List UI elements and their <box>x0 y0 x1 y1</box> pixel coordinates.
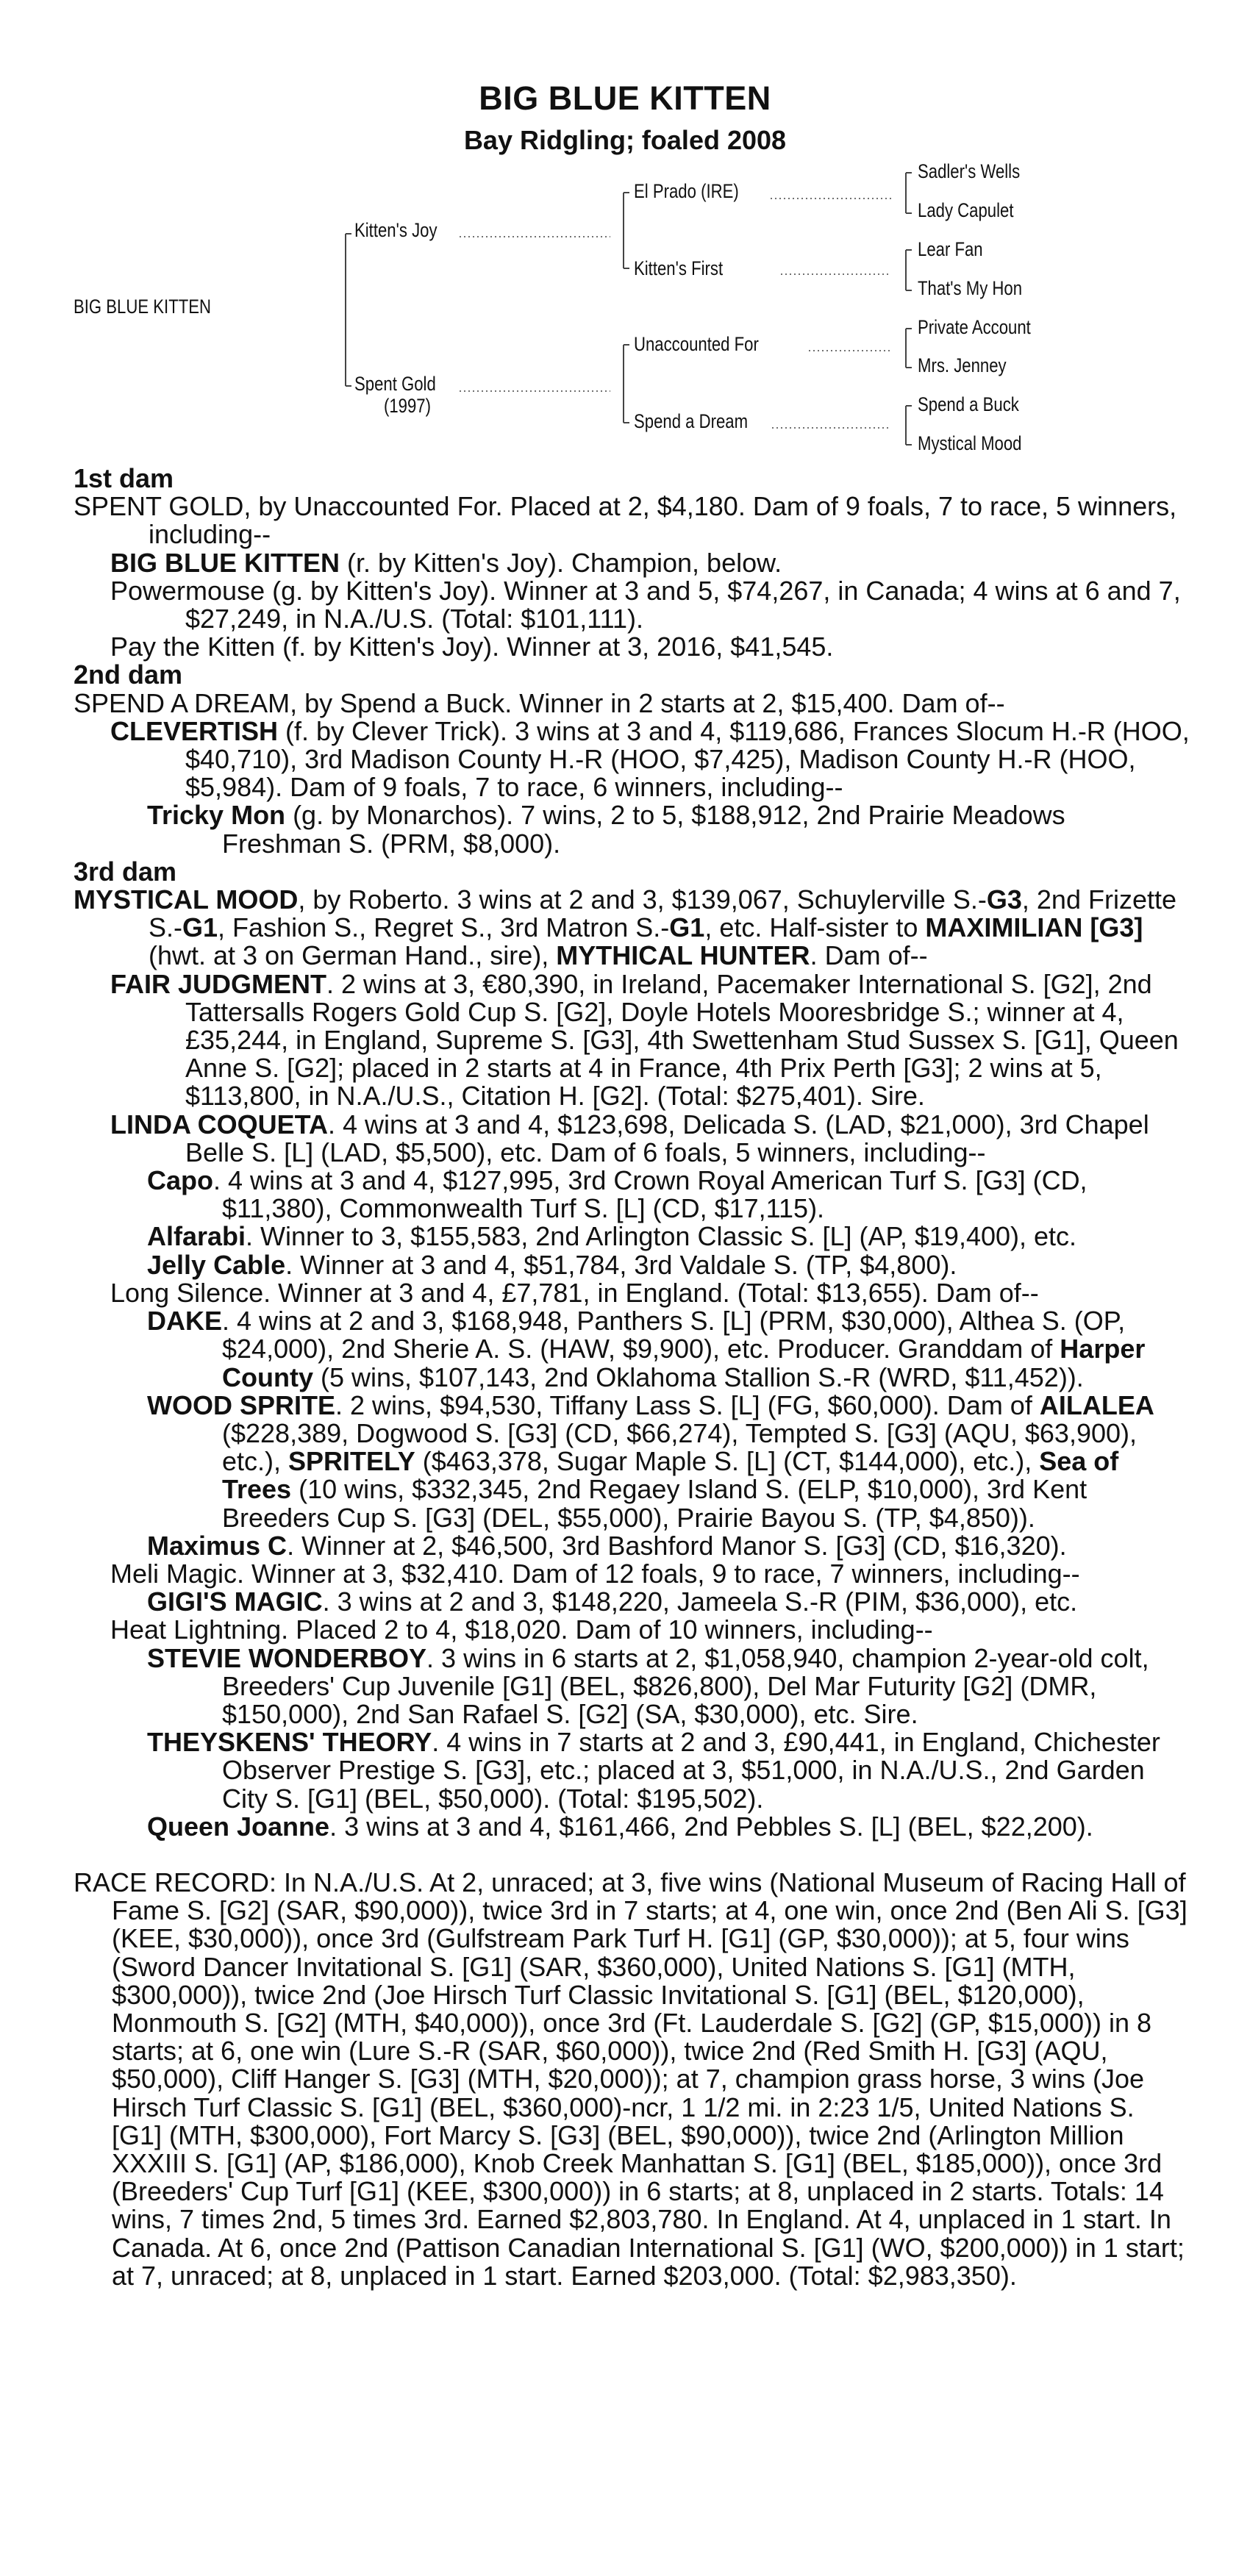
meli-magic-entry: Meli Magic. Winner at 3, $32,410. Dam of 12 foals, 9 to race, 7 winners, including-- <box>110 1558 1080 1589</box>
pedigree-gg6: Mrs. Jenney <box>918 354 1007 376</box>
offspring-text: ($228,389, Dogwood S. [G3] (CD, $66,274), Tempted S. [G3] (AQU, $63,900), etc.), <box>222 1417 1138 1477</box>
second-dam-heading: 2nd dam <box>74 659 183 690</box>
offspring-text: . Winner to 3, $155,583, 2nd Arlington Classic S. [L] (AP, $19,400), etc. <box>246 1221 1077 1252</box>
horse-name-title: BIG BLUE KITTEN <box>479 79 771 117</box>
grade: G1 <box>182 912 218 943</box>
offspring-text: (5 wins, $107,143, 2nd Oklahoma Stallion S.-R (WRD, $11,452)). <box>312 1362 1084 1392</box>
pedigree-g2: Kitten's First <box>634 257 724 279</box>
offspring-text: . 3 wins at 3 and 4, $161,466, 2nd Pebbles S. [L] (BEL, $22,200). <box>329 1811 1093 1842</box>
linda-coqueta-entry <box>110 1111 1191 1167</box>
horse-subtitle: Bay Ridgling; foaled 2008 <box>463 125 787 155</box>
offspring-name: DAKE <box>147 1306 223 1337</box>
pedigree-chart <box>0 0 1250 471</box>
offspring-text: . 2 wins, $94,530, Tiffany Lass S. [L] (FG, $60,000). Dam of <box>335 1389 1040 1420</box>
offspring-name: STEVIE WONDERBOY <box>147 1642 427 1673</box>
offspring-text: (r. by Kitten's Joy). Champion, below. <box>340 547 782 578</box>
pedigree-gg5: Private Account <box>918 316 1031 338</box>
offspring-name: BIG BLUE KITTEN <box>110 547 340 578</box>
second-dam-offspring-1 <box>110 715 1191 803</box>
pedigree-horse: BIG BLUE KITTEN <box>74 296 212 318</box>
pedigree-g1: El Prado (IRE) <box>634 180 739 202</box>
offspring-name: LINDA COQUETA <box>110 1109 328 1139</box>
offspring-name: Maximus C <box>147 1530 288 1561</box>
offspring-text: . 3 wins at 2 and 3, $148,220, Jameela S.-R (PIM, $36,000), etc. <box>322 1586 1078 1617</box>
pedigree-gg8: Mystical Mood <box>918 432 1022 454</box>
dake-entry <box>147 1307 1191 1392</box>
second-dam-offspring-2 <box>147 801 1191 857</box>
offspring-name: THEYSKENS' THEORY <box>147 1727 432 1758</box>
fair-judgment-entry <box>110 970 1191 1111</box>
pedigree-dam: Spent Gold <box>354 373 436 395</box>
pedigree-lines <box>0 0 1250 471</box>
first-dam-offspring-2: Powermouse (g. by Kitten's Joy). Winner at 3 and 5, $74,267, in Canada; 4 wins at 6 and 7, $27,249, in N.A./U.S. (Total: $101,111). <box>110 575 1181 634</box>
offspring-name: WOOD SPRITE <box>147 1389 336 1420</box>
offspring-name: SPRITELY <box>288 1446 415 1477</box>
offspring-name: Tricky Mon <box>147 800 286 831</box>
text: , etc. Half-sister to <box>704 912 926 943</box>
pedigree-sire: Kitten's Joy <box>354 219 438 241</box>
offspring-text: . 2 wins at 3, €80,390, in Ireland, Pacemaker International S. [G2], 2nd Tattersalls Rogers Gold Cup S. [G2], Doyle Hotels Mooresbridge S.; winner at 4, £35,244, in England, Supreme S. [G3], 4th Swettenham Stud Sussex S. [G1], Queen Anne S. [G2]; placed in 2 starts at 4 in France, 4th Prix Perth [G3]; 2 wins at 5, $113,800, in N.A./U.S., Citation H. [G2]. (Total: $275,401). Sire. <box>185 968 1179 1112</box>
pedigree-gg7: Spend a Buck <box>918 393 1019 415</box>
pedigree-g3: Unaccounted For <box>634 333 759 355</box>
offspring-name: GIGI'S MAGIC <box>147 1586 323 1617</box>
offspring-name: AILALEA <box>1039 1389 1154 1420</box>
long-silence-entry: Long Silence. Winner at 3 and 4, £7,781, in England. (Total: $13,655). Dam of-- <box>110 1277 1039 1308</box>
text: , by Roberto. 3 wins at 2 and 3, $139,067, Schuylerville S.- <box>298 884 987 915</box>
alfarabi-entry <box>147 1223 1191 1251</box>
pedigree-g4: Spend a Dream <box>634 410 749 432</box>
text: , 2nd Frizette S.- <box>149 884 1176 943</box>
third-dam-text <box>74 886 1191 970</box>
wood-sprite-entry <box>147 1389 1191 1533</box>
queen-joanne-entry <box>147 1813 1191 1841</box>
offspring-text: (10 wins, $332,345, 2nd Regaey Island S. (ELP, $10,000), 3rd Kent Breeders Cup S. [G3] (DEL, $55,000), Prairie Bayou S. (TP, $4,850)). <box>222 1474 1088 1533</box>
maximus-c-entry <box>147 1532 1191 1560</box>
first-dam-offspring-3: Pay the Kitten (f. by Kitten's Joy). Winner at 3, 2016, $41,545. <box>110 632 834 662</box>
text: . Dam of-- <box>810 940 928 971</box>
spacer <box>74 1841 1191 1869</box>
dam-name: MYSTICAL MOOD <box>74 884 299 915</box>
offspring-name: Sea of Trees <box>222 1446 1119 1505</box>
offspring-text: . Winner at 2, $46,500, 3rd Bashford Manor S. [G3] (CD, $16,320). <box>287 1530 1067 1561</box>
first-dam-offspring-1 <box>110 549 1191 577</box>
offspring-text: (f. by Clever Trick). 3 wins at 3 and 4, $119,686, Frances Slocum H.-R (HOO, $40,710), 3rd Madison County H.-R (HOO, $7,425), Madison County H.-R (HOO, $5,984). Dam of 9 foals, 7 to race, 6 winners, including-- <box>185 715 1190 803</box>
offspring-name: FAIR JUDGMENT <box>110 968 327 999</box>
pedigree-gg3: Lear Fan <box>918 238 983 260</box>
text: (hwt. at 3 on German Hand., sire), <box>149 940 557 971</box>
offspring-text: . 4 wins at 3 and 4, $123,698, Delicada S. (LAD, $21,000), 3rd Chapel Belle S. [L] (LAD, $5,500), etc. Dam of 6 foals, 5 winners, including-- <box>185 1109 1149 1167</box>
offspring-text: ($463,378, Sugar Maple S. [L] (CT, $144,000), etc.), <box>415 1446 1040 1477</box>
offspring-text: (g. by Monarchos). 7 wins, 2 to 5, $188,912, 2nd Prairie Meadows Freshman S. (PRM, $8,000). <box>222 800 1065 859</box>
offspring-name: Capo <box>147 1165 213 1196</box>
theyskens-theory-entry <box>147 1728 1191 1813</box>
second-dam-text: SPEND A DREAM, by Spend a Buck. Winner in 2 starts at 2, $15,400. Dam of-- <box>74 687 1005 718</box>
offspring-name: Queen Joanne <box>147 1811 330 1842</box>
sibling-name: MAXIMILIAN [G3] <box>925 912 1143 943</box>
stevie-wonderboy-entry <box>147 1642 1191 1729</box>
text: , Fashion S., Regret S., 3rd Matron S.- <box>218 912 670 943</box>
third-dam-heading: 3rd dam <box>74 856 177 887</box>
pedigree-gg2: Lady Capulet <box>918 199 1014 221</box>
race-record: RACE RECORD: In N.A./U.S. At 2, unraced; at 3, five wins (National Museum of Racing Hall of Fame S. [G2] (SAR, $90,000)), twice 3rd in 7 starts; at 4, one win, once 2nd (Ben Ali S. [G3] (KEE, $30,000)), once 3rd (Gulfstream Park Turf H. [G1] (GP, $30,000)); at 5, four wins (Sword Dancer Invitational S. [G1] (SAR, $360,000), United Nations S. [G1] (MTH, $300,000)), twice 2nd (Joe Hirsch Turf Classic Invitational S. [G1] (BEL, $120,000), Monmouth S. [G2] (MTH, $40,000)), once 3rd (Ft. Lauderdale S. [G2] (GP, $15,000)) in 8 starts; at 6, one win (Lure S.-R (SAR, $60,000)), twice 2nd (Red Smith H. [G3] (AQU, $50,000), Cliff Hanger S. [G3] (MTH, $20,000)); at 7, champion grass horse, 3 wins (Joe Hirsch Turf Classic S. [G1] (BEL, $360,000)-ncr, 1 1/2 mi. in 2:23 1/5, United Nations S. [G1] (MTH, $300,000), Fort Marcy S. [G3] (BEL, $90,000)), twice 2nd (Arlington Million XXXIII S. [G1] (AP, $186,000), Knob Creek Manhattan S. [G1] (BEL, $185,000)), once 3rd (Breeders' Cup Turf [G1] (KEE, $300,000)) in 6 starts; at 8, unplaced in 2 starts. Totals: 14 wins, 7 times 2nd, 5 times 3rd. Earned $2,803,780. In England. At 4, unplaced in 1 start. In Canada. At 6, once 2nd (Pattison Canadian International S. [G1] (WO, $200,000)) in 1 start; at 7, unraced; at 8, unplaced in 1 start. Earned $203,000. (Total: $2,983,350). <box>74 1867 1188 2291</box>
sibling-name: MYTHICAL HUNTER <box>556 940 810 971</box>
offspring-text: . 3 wins in 6 starts at 2, $1,058,940, champion 2-year-old colt, Breeders' Cup Juvenile [G1] (BEL, $826,800), Del Mar Futurity [G2] (DMR, $150,000), 2nd San Rafael S. [G2] (SA, $30,000), etc. Sire. <box>222 1642 1149 1729</box>
offspring-text: . 4 wins at 3 and 4, $127,995, 3rd Crown Royal American Turf S. [G3] (CD, $11,380), Commonwealth Turf S. [L] (CD, $17,115). <box>213 1165 1088 1224</box>
offspring-text: . 4 wins in 7 starts at 2 and 3, £90,441, in England, Chichester Observer Prestige S. [G3], etc.; placed at 3, $51,000, in N.A./U.S., 2nd Garden City S. [G1] (BEL, $50,000). (Total: $195,502). <box>222 1727 1160 1814</box>
gigis-magic-entry <box>147 1588 1191 1616</box>
grade: G3 <box>986 884 1022 915</box>
pedigree-gg4: That's My Hon <box>918 277 1023 299</box>
jelly-cable-entry <box>147 1251 1191 1279</box>
pedigree-dam-year: (1997) <box>384 395 431 417</box>
offspring-name: Harper County <box>222 1334 1146 1392</box>
first-dam-text: SPENT GOLD, by Unaccounted For. Placed at 2, $4,180. Dam of 9 foals, 7 to race, 5 winners, including-- <box>74 491 1177 550</box>
pedigree-gg1: Sadler's Wells <box>918 160 1021 182</box>
offspring-name: Alfarabi <box>147 1221 246 1252</box>
heat-lightning-entry: Heat Lightning. Placed 2 to 4, $18,020. Dam of 10 winners, including-- <box>110 1614 933 1645</box>
catalogue-page-body <box>74 465 1191 2290</box>
offspring-name: CLEVERTISH <box>110 715 279 746</box>
offspring-name: Jelly Cable <box>147 1249 286 1280</box>
first-dam-heading: 1st dam <box>74 463 174 493</box>
offspring-text: . Winner at 3 and 4, $51,784, 3rd Valdale S. (TP, $4,800). <box>285 1249 957 1280</box>
grade: G1 <box>669 912 705 943</box>
offspring-text: . 4 wins at 2 and 3, $168,948, Panthers S. [L] (PRM, $30,000), Althea S. (OP, $24,000), 2nd Sherie A. S. (HAW, $9,900), etc. Producer. Granddam of <box>222 1306 1126 1364</box>
capo-entry <box>147 1167 1191 1223</box>
